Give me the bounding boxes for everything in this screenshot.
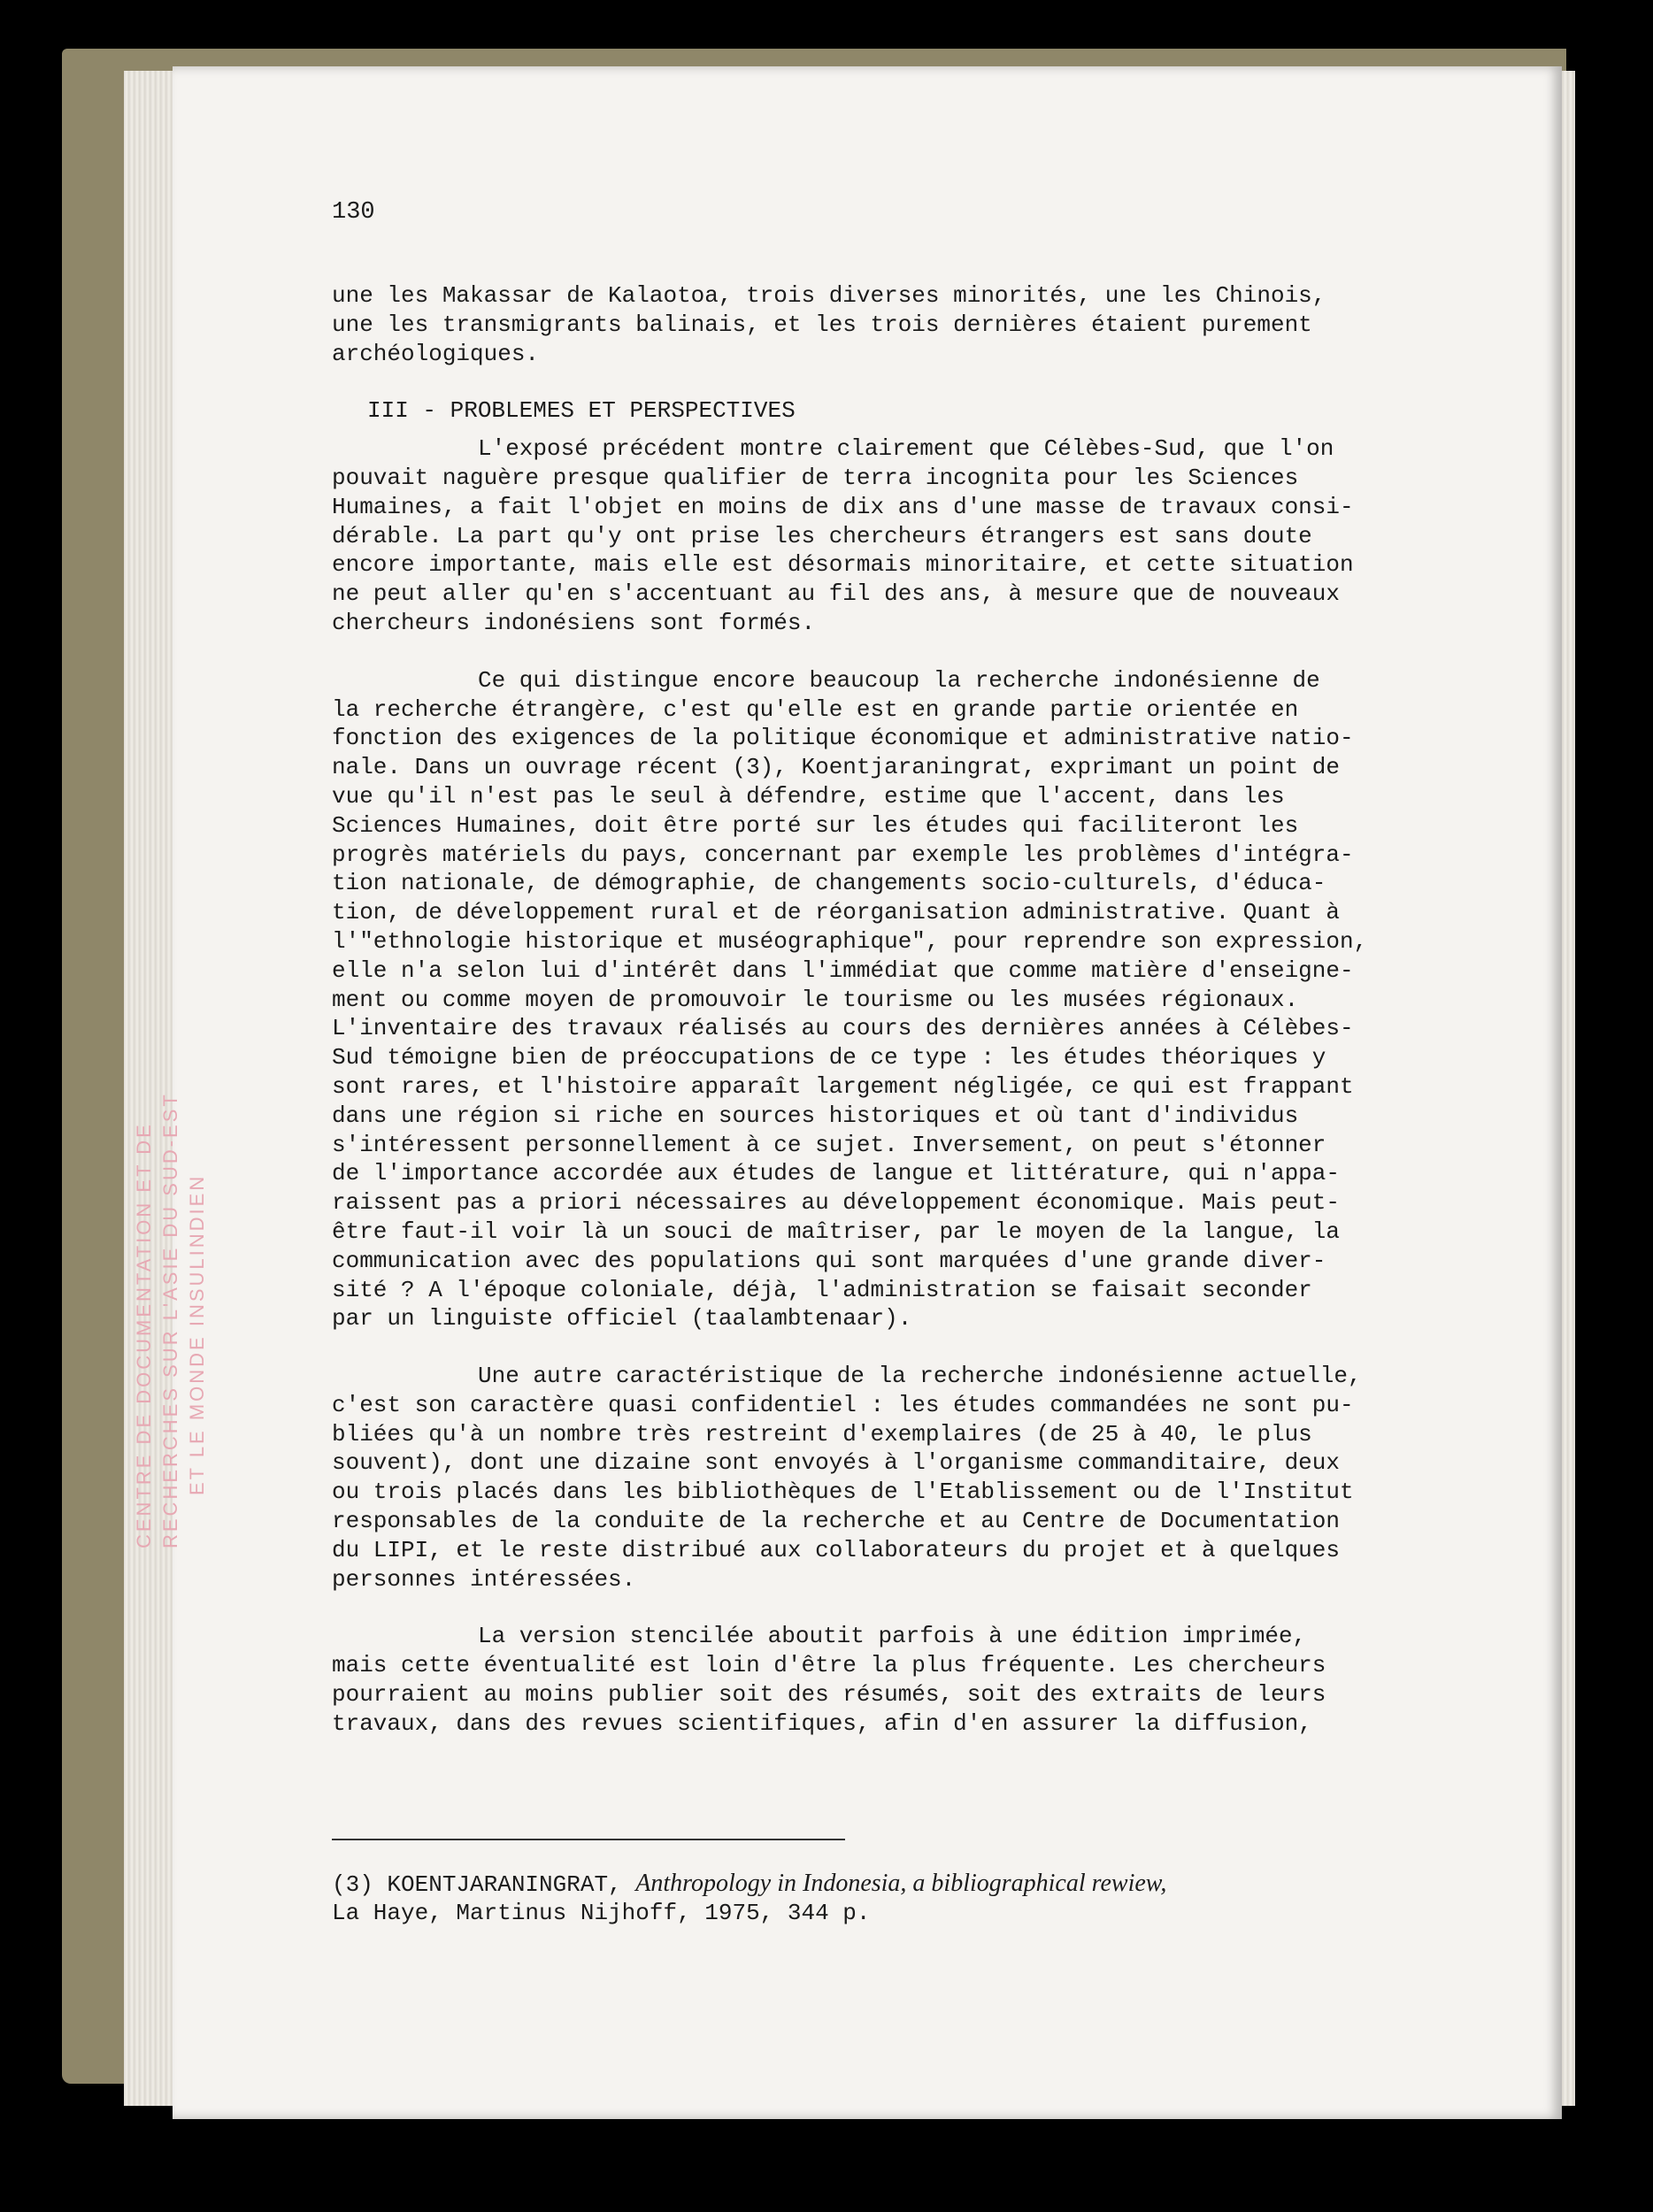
text-line: raissent pas a priori nécessaires au développement économique. Mais peut-: [332, 1189, 1340, 1217]
text-line: La version stencilée aboutit parfois à une édition imprimée,: [478, 1623, 1307, 1650]
text-line: tion nationale, de démographie, de changements socio-culturels, d'éduca-: [332, 870, 1326, 897]
library-stamp: [115, 929, 208, 1548]
footnote-line-1: [332, 1870, 1166, 1899]
text-line: elle n'a selon lui d'intérêt dans l'immédiat que comme matière d'enseigne-: [332, 956, 1354, 984]
text-line: encore importante, mais elle est désormais minoritaire, et cette situation: [332, 551, 1354, 579]
text-line: mais cette éventualité est loin d'être la plus fréquente. Les chercheurs: [332, 1652, 1326, 1679]
text-line: Ce qui distingue encore beaucoup la recherche indonésienne de: [478, 666, 1320, 694]
text-line: L'inventaire des travaux réalisés au cours des dernières années à Célèbes-: [332, 1015, 1354, 1042]
text-line: pouvait naguère presque qualifier de terra incognita pour les Sciences: [332, 464, 1299, 491]
text-line: bliées qu'à un nombre très restreint d'exemplaires (de 25 à 40, le plus: [332, 1420, 1312, 1448]
stamp-line-2: RECHERCHES SUR L'ASIE DU SUD-EST: [159, 1092, 181, 1548]
text-line: archéologiques.: [332, 340, 540, 367]
text-line: vue qu'il n'est pas le seul à défendre, estime que l'accent, dans les: [332, 782, 1285, 810]
text-line: de l'importance accordée aux études de langue et littérature, qui n'appa-: [332, 1160, 1340, 1187]
text-line: travaux, dans des revues scientifiques, afin d'en assurer la diffusion,: [332, 1709, 1312, 1737]
text-line: responsables de la conduite de la recherche et au Centre de Documentation: [332, 1508, 1340, 1535]
text-line: ne peut aller qu'en s'accentuant au fil des ans, à mesure que de nouveaux: [332, 580, 1340, 608]
text-line: l'"ethnologie historique et muséographique", pour reprendre son expression,: [332, 927, 1368, 955]
text-line: personnes intéressées.: [332, 1565, 636, 1593]
text-line: pourraient au moins publier soit des résumés, soit des extraits de leurs: [332, 1681, 1326, 1709]
page-body: [332, 281, 1429, 1739]
paragraph-4: [332, 1622, 1429, 1738]
text-line: chercheurs indonésiens sont formés.: [332, 609, 816, 636]
text-line: une les Makassar de Kalaotoa, trois diverses minorités, une les Chinois,: [332, 282, 1326, 309]
opening-paragraph: [332, 281, 1429, 368]
footnote-line-2: La Haye, Martinus Nijhoff, 1975, 344 p.: [332, 1899, 871, 1926]
text-line: ment ou comme moyen de promouvoir le tourisme ou les musées régionaux.: [332, 986, 1299, 1013]
footnote-title: Anthropology in Indonesia, a bibliographical rewiew,: [635, 1870, 1167, 1897]
paragraph-1: [332, 434, 1429, 638]
stamp-line-3: ET LE MONDE INSULINDIEN: [186, 1173, 208, 1495]
section-heading: III - PROBLEMES ET PERSPECTIVES: [367, 397, 796, 425]
footnote-divider: [332, 1839, 845, 1840]
text-line: la recherche étrangère, c'est qu'elle est en grande partie orientée en: [332, 695, 1299, 723]
text-line: dérable. La part qu'y ont prise les chercheurs étrangers est sans doute: [332, 522, 1312, 549]
text-line: souvent), dont une dizaine sont envoyés à l'organisme commanditaire, deux: [332, 1449, 1340, 1477]
text-line: ou trois placés dans les bibliothèques de l'Etablissement ou de l'Institut: [332, 1479, 1354, 1506]
text-line: c'est son caractère quasi confidentiel : les études commandées ne sont pu-: [332, 1391, 1354, 1418]
text-line: du LIPI, et le reste distribué aux collaborateurs du projet et à quelques: [332, 1536, 1340, 1563]
text-line: nale. Dans un ouvrage récent (3), Koentjaraningrat, exprimant un point de: [332, 754, 1340, 781]
text-line: Sud témoigne bien de préoccupations de ce type : les études théoriques y: [332, 1044, 1326, 1071]
text-line: sité ? A l'époque coloniale, déjà, l'administration se faisait seconder: [332, 1276, 1312, 1303]
text-line: L'exposé précédent montre clairement que Célèbes-Sud, que l'on: [478, 435, 1334, 463]
text-line: fonction des exigences de la politique économique et administrative natio-: [332, 725, 1354, 752]
paragraph-2: [332, 666, 1429, 1333]
footnote: [332, 1870, 1166, 1928]
paragraph-3: [332, 1362, 1429, 1594]
text-line: tion, de développement rural et de réorganisation administrative. Quant à: [332, 899, 1340, 926]
text-line: communication avec des populations qui sont marquées d'une grande diver-: [332, 1247, 1326, 1274]
text-line: dans une région si riche en sources historiques et où tant d'individus: [332, 1102, 1299, 1129]
text-line: Sciences Humaines, doit être porté sur les études qui faciliteront les: [332, 811, 1299, 839]
text-line: être faut-il voir là un souci de maîtriser, par le moyen de la langue, la: [332, 1217, 1340, 1245]
text-line: par un linguiste officiel (taalambtenaar).: [332, 1305, 912, 1333]
stamp-line-1: CENTRE DE DOCUMENTATION ET DE: [133, 1122, 155, 1548]
page-number: 130: [332, 199, 375, 226]
footnote-author: (3) KOENTJARANINGRAT,: [332, 1871, 636, 1898]
text-line: Humaines, a fait l'objet en moins de dix ans d'une masse de travaux consi-: [332, 493, 1354, 520]
text-line: progrès matériels du pays, concernant par exemple les problèmes d'intégra-: [332, 841, 1354, 868]
text-line: une les transmigrants balinais, et les trois dernières étaient purement: [332, 311, 1312, 338]
text-line: s'intéressent personnellement à ce sujet. Inversement, on peut s'étonner: [332, 1131, 1326, 1158]
text-line: sont rares, et l'histoire apparaît largement négligée, ce qui est frappant: [332, 1072, 1354, 1100]
text-line: Une autre caractéristique de la recherche indonésienne actuelle,: [478, 1363, 1362, 1390]
